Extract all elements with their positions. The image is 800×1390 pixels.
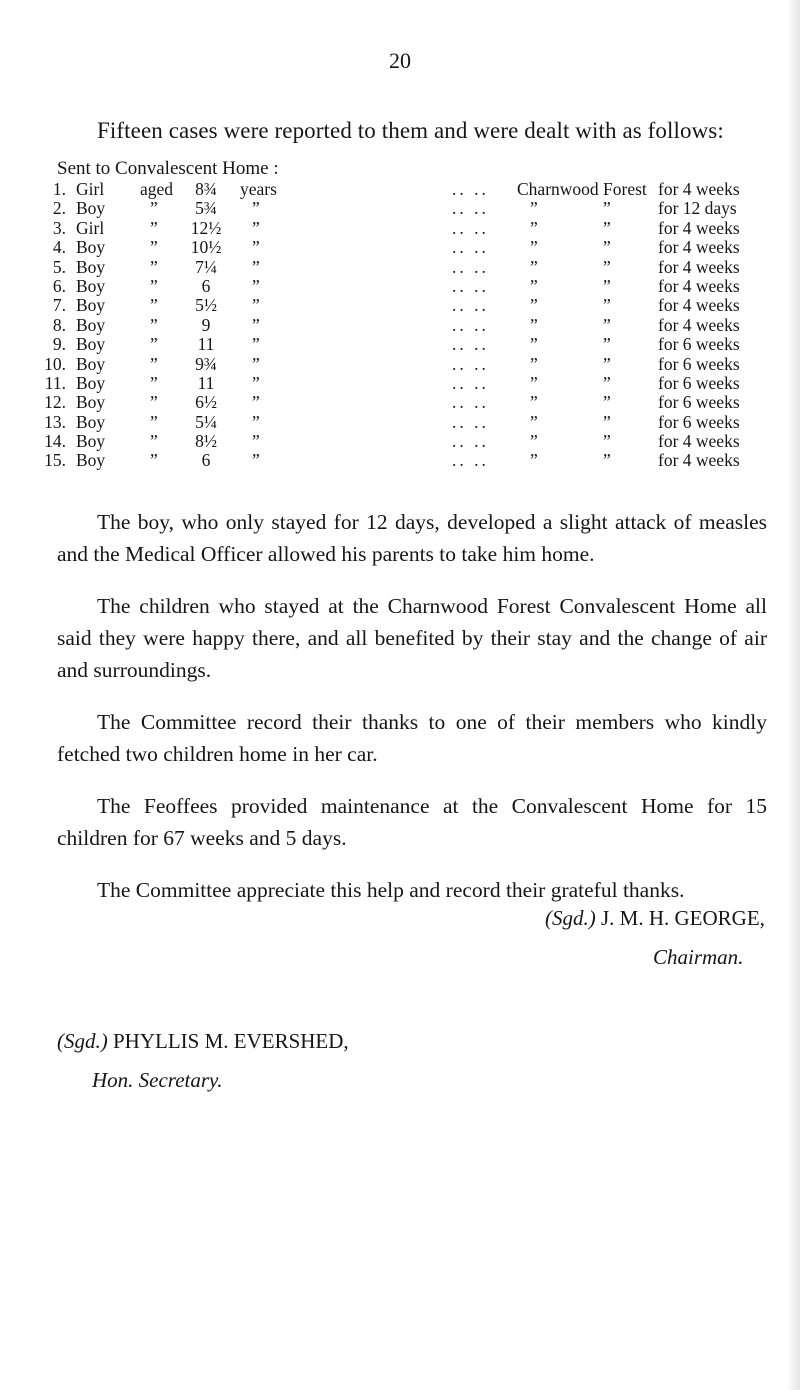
aged-label: aged bbox=[140, 179, 174, 199]
ditto-mark: ” bbox=[252, 450, 260, 471]
body-paragraph: The children who stayed at the Charnwood Forest Convalescent Home all said they were happy there, and all benefited by their stay and the change of air and surroundings. bbox=[57, 594, 767, 682]
row-sex: Boy bbox=[76, 411, 106, 432]
section-heading: Sent to Convalescent Home : bbox=[57, 158, 279, 179]
row-age: 6½ bbox=[195, 392, 217, 413]
row-sex: Boy bbox=[76, 450, 106, 471]
table-row bbox=[0, 316, 800, 335]
ditto-mark: ” bbox=[530, 237, 538, 258]
ditto-mark: ” bbox=[150, 295, 158, 316]
place-name: Charnwood Forest bbox=[517, 179, 647, 199]
row-age: 9¾ bbox=[195, 353, 217, 374]
table-row bbox=[0, 413, 800, 432]
ditto-mark: ” bbox=[150, 353, 158, 374]
ditto-mark: ” bbox=[530, 256, 538, 277]
table-row bbox=[0, 355, 800, 374]
ditto-mark: ” bbox=[530, 450, 538, 471]
table-row bbox=[0, 180, 800, 199]
row-sex: Boy bbox=[76, 334, 106, 355]
row-age: 7¼ bbox=[195, 256, 217, 277]
row-sex: Boy bbox=[76, 275, 106, 296]
row-number: 11. bbox=[44, 372, 66, 393]
ditto-mark: ” bbox=[603, 431, 611, 452]
secretary-name: PHYLLIS M. EVERSHED, bbox=[113, 1029, 349, 1053]
ditto-mark: ” bbox=[150, 431, 158, 452]
leader-dots: .. .. bbox=[452, 295, 489, 316]
row-age: 8½ bbox=[195, 431, 217, 452]
row-sex: Boy bbox=[76, 372, 106, 393]
ditto-mark: ” bbox=[530, 275, 538, 296]
row-duration: for 4 weeks bbox=[658, 179, 740, 199]
row-sex: Boy bbox=[76, 237, 106, 258]
leader-dots: .. .. bbox=[452, 217, 489, 238]
row-duration: for 4 weeks bbox=[658, 237, 740, 258]
ditto-mark: ” bbox=[603, 372, 611, 393]
row-sex: Girl bbox=[76, 179, 105, 199]
ditto-mark: ” bbox=[603, 411, 611, 432]
ditto-mark: ” bbox=[150, 411, 158, 432]
leader-dots: .. .. bbox=[452, 275, 489, 296]
paragraph-block bbox=[57, 506, 767, 926]
row-duration: for 4 weeks bbox=[658, 217, 740, 238]
leader-dots: .. .. bbox=[452, 237, 489, 258]
intro-sentence: Fifteen cases were reported to them and were dealt with as follows: bbox=[97, 118, 724, 143]
ditto-mark: ” bbox=[530, 217, 538, 238]
ditto-mark: ” bbox=[150, 217, 158, 238]
ditto-mark: ” bbox=[603, 237, 611, 258]
ditto-mark: ” bbox=[252, 314, 260, 335]
ditto-mark: ” bbox=[603, 295, 611, 316]
row-number: 10. bbox=[44, 353, 66, 374]
row-age: 6 bbox=[201, 275, 211, 296]
row-number: 9. bbox=[52, 334, 66, 355]
body-paragraph: The Feoffees provided maintenance at the Convalescent Home for 15 children for 67 weeks and 5 days. bbox=[57, 794, 767, 850]
table-row bbox=[0, 277, 800, 296]
secretary-signature bbox=[57, 1029, 349, 1054]
ditto-mark: ” bbox=[603, 353, 611, 374]
row-number: 12. bbox=[44, 392, 66, 413]
row-age: 9 bbox=[201, 314, 211, 335]
ditto-mark: ” bbox=[150, 198, 158, 219]
row-number: 1. bbox=[52, 179, 66, 199]
leader-dots: .. .. bbox=[452, 353, 489, 374]
ditto-mark: ” bbox=[150, 314, 158, 335]
row-number: 8. bbox=[52, 314, 66, 335]
ditto-mark: ” bbox=[603, 256, 611, 277]
row-duration: for 6 weeks bbox=[658, 353, 740, 374]
ditto-mark: ” bbox=[530, 314, 538, 335]
ditto-mark: ” bbox=[252, 295, 260, 316]
row-sex: Boy bbox=[76, 431, 106, 452]
chairman-title: Chairman. bbox=[653, 945, 744, 969]
leader-dots: .. .. bbox=[452, 392, 489, 413]
body-paragraph: The Committee record their thanks to one of their members who kindly fetched two children home in her car. bbox=[57, 710, 767, 766]
cases-table bbox=[0, 180, 800, 471]
table-row bbox=[0, 238, 800, 257]
row-number: 7. bbox=[52, 295, 66, 316]
ditto-mark: ” bbox=[603, 314, 611, 335]
page-number: 20 bbox=[389, 48, 411, 73]
row-duration: for 4 weeks bbox=[658, 450, 740, 471]
row-age: 10½ bbox=[190, 237, 222, 258]
leader-dots: .. .. bbox=[452, 256, 489, 277]
ditto-mark: ” bbox=[252, 353, 260, 374]
table-row bbox=[0, 296, 800, 315]
ditto-mark: ” bbox=[252, 392, 260, 413]
sgd-label: (Sgd.) bbox=[57, 1029, 108, 1053]
body-paragraph: The Committee appreciate this help and record their grateful thanks. bbox=[97, 878, 685, 902]
ditto-mark: ” bbox=[150, 392, 158, 413]
row-age: 8¾ bbox=[195, 179, 217, 199]
table-row bbox=[0, 219, 800, 238]
ditto-mark: ” bbox=[530, 353, 538, 374]
row-number: 3. bbox=[52, 217, 66, 238]
row-number: 13. bbox=[44, 411, 66, 432]
ditto-mark: ” bbox=[252, 256, 260, 277]
ditto-mark: ” bbox=[252, 372, 260, 393]
sgd-label: (Sgd.) bbox=[545, 906, 596, 930]
row-duration: for 6 weeks bbox=[658, 334, 740, 355]
leader-dots: .. .. bbox=[452, 450, 489, 471]
row-number: 14. bbox=[44, 431, 66, 452]
row-sex: Boy bbox=[76, 353, 106, 374]
ditto-mark: ” bbox=[603, 275, 611, 296]
row-sex: Boy bbox=[76, 314, 106, 335]
table-row bbox=[0, 374, 800, 393]
secretary-title: Hon. Secretary. bbox=[92, 1068, 223, 1092]
row-sex: Boy bbox=[76, 198, 106, 219]
table-row bbox=[0, 393, 800, 412]
ditto-mark: ” bbox=[252, 198, 260, 219]
ditto-mark: ” bbox=[252, 431, 260, 452]
row-duration: for 6 weeks bbox=[658, 392, 740, 413]
row-age: 5¾ bbox=[195, 198, 217, 219]
table-row bbox=[0, 451, 800, 470]
leader-dots: .. .. bbox=[452, 179, 489, 199]
ditto-mark: ” bbox=[150, 256, 158, 277]
ditto-mark: ” bbox=[603, 450, 611, 471]
row-duration: for 4 weeks bbox=[658, 295, 740, 316]
row-duration: for 6 weeks bbox=[658, 372, 740, 393]
row-age: 6 bbox=[201, 450, 211, 471]
row-age: 11 bbox=[197, 372, 215, 393]
leader-dots: .. .. bbox=[452, 411, 489, 432]
ditto-mark: ” bbox=[150, 450, 158, 471]
leader-dots: .. .. bbox=[452, 431, 489, 452]
ditto-mark: ” bbox=[252, 334, 260, 355]
ditto-mark: ” bbox=[530, 411, 538, 432]
row-age: 5¼ bbox=[195, 411, 217, 432]
row-duration: for 4 weeks bbox=[658, 314, 740, 335]
ditto-mark: ” bbox=[530, 431, 538, 452]
ditto-mark: ” bbox=[150, 237, 158, 258]
ditto-mark: ” bbox=[252, 217, 260, 238]
ditto-mark: ” bbox=[603, 198, 611, 219]
row-duration: for 4 weeks bbox=[658, 256, 740, 277]
row-number: 2. bbox=[52, 198, 66, 219]
table-row bbox=[0, 258, 800, 277]
ditto-mark: ” bbox=[603, 334, 611, 355]
row-age: 11 bbox=[197, 334, 215, 355]
ditto-mark: ” bbox=[530, 295, 538, 316]
ditto-mark: ” bbox=[252, 237, 260, 258]
ditto-mark: ” bbox=[530, 198, 538, 219]
ditto-mark: ” bbox=[150, 372, 158, 393]
leader-dots: .. .. bbox=[452, 334, 489, 355]
ditto-mark: ” bbox=[252, 411, 260, 432]
ditto-mark: ” bbox=[530, 392, 538, 413]
row-number: 6. bbox=[52, 275, 66, 296]
row-sex: Girl bbox=[76, 217, 105, 238]
table-row bbox=[0, 432, 800, 451]
unit-label: years bbox=[240, 179, 277, 199]
row-duration: for 12 days bbox=[658, 198, 737, 219]
ditto-mark: ” bbox=[603, 392, 611, 413]
row-sex: Boy bbox=[76, 256, 106, 277]
row-sex: Boy bbox=[76, 392, 106, 413]
table-row bbox=[0, 335, 800, 354]
row-number: 5. bbox=[52, 256, 66, 277]
ditto-mark: ” bbox=[530, 372, 538, 393]
row-age: 12½ bbox=[190, 217, 222, 238]
ditto-mark: ” bbox=[150, 275, 158, 296]
leader-dots: .. .. bbox=[452, 198, 489, 219]
row-duration: for 6 weeks bbox=[658, 411, 740, 432]
row-number: 4. bbox=[52, 237, 66, 258]
row-number: 15. bbox=[44, 450, 66, 471]
row-duration: for 4 weeks bbox=[658, 431, 740, 452]
chairman-signature bbox=[545, 906, 765, 931]
row-duration: for 4 weeks bbox=[658, 275, 740, 296]
ditto-mark: ” bbox=[150, 334, 158, 355]
row-age: 5½ bbox=[195, 295, 217, 316]
ditto-mark: ” bbox=[252, 275, 260, 296]
leader-dots: .. .. bbox=[452, 314, 489, 335]
body-paragraph: The boy, who only stayed for 12 days, developed a slight attack of measles and the Medical Officer allowed his parents to take him home. bbox=[57, 510, 767, 566]
leader-dots: .. .. bbox=[452, 372, 489, 393]
row-sex: Boy bbox=[76, 295, 106, 316]
ditto-mark: ” bbox=[530, 334, 538, 355]
chairman-name: J. M. H. GEORGE, bbox=[601, 906, 765, 930]
ditto-mark: ” bbox=[603, 217, 611, 238]
table-row bbox=[0, 199, 800, 218]
